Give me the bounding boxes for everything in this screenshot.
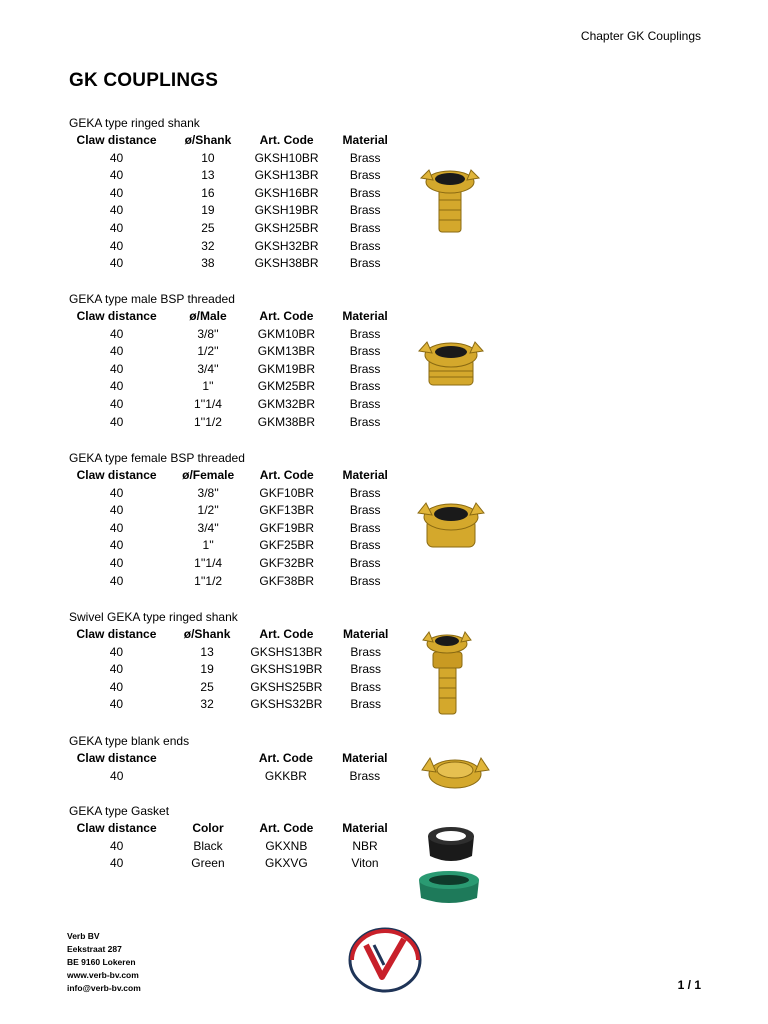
cell: Brass <box>349 238 381 253</box>
product-table <box>69 308 409 431</box>
cell: GKF13BR <box>259 503 315 518</box>
street-address: Eekstraat 287 <box>67 944 122 954</box>
cell: Viton <box>351 856 379 871</box>
table-row <box>69 202 409 220</box>
column-header: Art. Code <box>259 309 314 323</box>
table-row <box>69 838 409 856</box>
cell: GKSH13BR <box>254 168 319 183</box>
cell: GKSH25BR <box>254 220 319 235</box>
cell: 40 <box>109 150 124 165</box>
cell: 40 <box>109 538 124 553</box>
column-header: Claw distance <box>76 133 157 147</box>
cell: GKSHS25BR <box>250 679 323 694</box>
column-header: Art. Code <box>259 821 314 835</box>
cell: 40 <box>109 379 124 394</box>
cell: Brass <box>349 768 381 783</box>
cell: 40 <box>109 414 124 429</box>
table-row <box>69 167 409 185</box>
table-header-row <box>69 308 409 326</box>
cell: GKSHS19BR <box>250 662 323 677</box>
cell: 40 <box>109 361 124 376</box>
email-link[interactable]: info@verb-bv.com <box>67 983 141 993</box>
product-table <box>69 467 409 590</box>
section-swivel-ringed-shank <box>69 608 409 714</box>
cell: 1'' <box>202 379 214 394</box>
cell: 40 <box>109 256 124 271</box>
table-row <box>69 855 409 873</box>
cell: 1/2'' <box>197 344 219 359</box>
cell: 40 <box>109 679 124 694</box>
cell: 40 <box>109 644 124 659</box>
table-row <box>69 502 409 520</box>
chapter-header: Chapter GK Couplings <box>580 29 701 43</box>
column-header: Material <box>343 627 389 641</box>
table-header-row <box>69 626 409 644</box>
cell: GKM38BR <box>257 414 316 429</box>
cell: 40 <box>109 344 124 359</box>
cell: 40 <box>109 697 124 712</box>
table-header-row <box>69 132 409 150</box>
swivel-geka-coupling-image <box>415 626 480 718</box>
product-table <box>69 132 409 273</box>
cell: 3/8'' <box>197 326 219 341</box>
table-row <box>69 326 409 344</box>
cell: 19 <box>201 203 215 218</box>
cell: Brass <box>349 396 381 411</box>
cell: 10 <box>201 150 215 165</box>
table-row <box>69 255 409 273</box>
cell: Black <box>193 838 223 853</box>
column-header: Art. Code <box>259 468 314 482</box>
cell: GKM32BR <box>257 396 316 411</box>
cell: 40 <box>109 503 124 518</box>
footer-address <box>67 930 141 995</box>
table-row <box>69 378 409 396</box>
gasket-black-image <box>422 822 480 867</box>
cell: 40 <box>109 168 124 183</box>
table-header-row <box>69 820 409 838</box>
section-title: GEKA type female BSP threaded <box>69 451 245 465</box>
gasket-green-image <box>415 866 483 908</box>
cell: 38 <box>201 256 215 271</box>
product-table <box>69 820 409 873</box>
cell: GKKBR <box>264 768 307 783</box>
geka-female-threaded-coupling-image <box>415 495 487 553</box>
cell: GKF10BR <box>259 485 315 500</box>
column-header: Claw distance <box>76 751 157 765</box>
table-row <box>69 555 409 573</box>
section-blank-ends <box>69 732 409 785</box>
cell: GKF38BR <box>259 573 315 588</box>
cell: 25 <box>200 679 214 694</box>
section-male-threaded <box>69 290 409 431</box>
cell: GKSH16BR <box>254 185 319 200</box>
table-row <box>69 238 409 256</box>
column-header: Material <box>342 468 388 482</box>
cell: 40 <box>109 203 124 218</box>
cell: 19 <box>200 662 214 677</box>
column-header: Material <box>342 133 388 147</box>
section-title: GEKA type male BSP threaded <box>69 292 235 306</box>
cell: Brass <box>349 485 381 500</box>
cell: Brass <box>350 644 382 659</box>
cell: 1''1/2 <box>194 573 223 588</box>
cell: 3/4'' <box>197 520 219 535</box>
cell: GKXVG <box>264 856 308 871</box>
cell <box>164 768 251 786</box>
table-row <box>69 343 409 361</box>
table-row <box>69 396 409 414</box>
cell: GKXNB <box>265 838 308 853</box>
cell: GKSHS32BR <box>250 697 323 712</box>
section-gasket <box>69 802 409 873</box>
cell: Brass <box>350 662 382 677</box>
cell: GKSH38BR <box>254 256 319 271</box>
section-title: GEKA type Gasket <box>69 804 170 818</box>
cell: GKM19BR <box>257 361 316 376</box>
cell: Brass <box>349 168 381 183</box>
cell: 13 <box>200 644 214 659</box>
column-header: ø/Male <box>189 309 227 323</box>
page-title: GK COUPLINGS <box>69 70 219 91</box>
table-row <box>69 573 409 591</box>
product-table <box>69 750 409 785</box>
column-header <box>164 750 251 768</box>
cell: Brass <box>349 203 381 218</box>
cell: Brass <box>350 679 382 694</box>
cell: NBR <box>352 838 378 853</box>
cell: Brass <box>349 361 381 376</box>
cell: 40 <box>110 768 124 783</box>
cell: Brass <box>349 379 381 394</box>
cell: 40 <box>109 662 124 677</box>
cell: Brass <box>349 256 381 271</box>
cell: Brass <box>349 414 381 429</box>
cell: 40 <box>109 220 124 235</box>
geka-male-threaded-coupling-image <box>415 335 487 390</box>
table-row <box>69 520 409 538</box>
cell: 40 <box>109 856 124 871</box>
column-header: ø/Shank <box>184 133 232 147</box>
geka-blank-end-image <box>418 748 493 793</box>
table-row <box>69 220 409 238</box>
cell: 32 <box>200 697 214 712</box>
cell: GKF25BR <box>259 538 315 553</box>
cell: 3/8'' <box>197 485 219 500</box>
table-row <box>69 661 409 679</box>
cell: 32 <box>201 238 215 253</box>
column-header: Color <box>192 821 224 835</box>
table-row <box>69 696 409 714</box>
column-header: Art. Code <box>259 627 314 641</box>
cell: 25 <box>201 220 215 235</box>
cell: 40 <box>109 238 124 253</box>
cell: Brass <box>349 220 381 235</box>
cell: 40 <box>109 185 124 200</box>
cell: 40 <box>109 326 124 341</box>
cell: 16 <box>201 185 215 200</box>
column-header: Claw distance <box>76 821 157 835</box>
cell: 40 <box>109 573 124 588</box>
cell: GKF32BR <box>259 555 315 570</box>
verb-logo <box>346 925 424 995</box>
column-header: ø/Female <box>182 468 235 482</box>
table-header-row <box>69 467 409 485</box>
table-row <box>69 361 409 379</box>
cell: Brass <box>349 503 381 518</box>
cell: Brass <box>349 538 381 553</box>
table-row <box>69 150 409 168</box>
company-name: Verb BV <box>67 931 100 941</box>
cell: 13 <box>201 168 215 183</box>
column-header: Art. Code <box>259 133 314 147</box>
column-header: Claw distance <box>76 309 157 323</box>
section-title: GEKA type ringed shank <box>69 116 200 130</box>
cell: GKM13BR <box>257 344 316 359</box>
geka-ringed-shank-coupling-image <box>415 160 485 235</box>
cell: Brass <box>349 573 381 588</box>
table-row <box>69 644 409 662</box>
cell: 1/2'' <box>197 503 219 518</box>
section-title: Swivel GEKA type ringed shank <box>69 610 238 624</box>
page-number: 1 / 1 <box>677 978 701 992</box>
product-table <box>69 626 409 714</box>
cell: Brass <box>349 150 381 165</box>
cell: GKSH19BR <box>254 203 319 218</box>
column-header: ø/Shank <box>183 627 231 641</box>
cell: GKM10BR <box>257 326 316 341</box>
column-header: Claw distance <box>76 627 157 641</box>
cell: GKSH10BR <box>254 150 319 165</box>
table-row <box>69 185 409 203</box>
cell: 3/4'' <box>197 361 219 376</box>
cell: 1''1/4 <box>194 555 223 570</box>
website-link[interactable]: www.verb-bv.com <box>67 970 139 980</box>
cell: 40 <box>109 555 124 570</box>
section-ringed-shank <box>69 114 409 273</box>
cell: GKM25BR <box>257 379 316 394</box>
cell: Brass <box>349 520 381 535</box>
section-title: GEKA type blank ends <box>69 734 190 748</box>
column-header: Art. Code <box>258 751 313 765</box>
cell: GKSH32BR <box>254 238 319 253</box>
table-row <box>69 537 409 555</box>
section-female-threaded <box>69 449 409 590</box>
city-address: BE 9160 Lokeren <box>67 957 136 967</box>
cell: Brass <box>349 344 381 359</box>
table-row <box>69 768 409 786</box>
cell: 40 <box>109 396 124 411</box>
cell: Green <box>191 856 225 871</box>
cell: Brass <box>349 555 381 570</box>
column-header: Material <box>342 821 388 835</box>
cell: Brass <box>349 185 381 200</box>
cell: 1''1/2 <box>194 414 222 429</box>
cell: 1''1/4 <box>194 396 222 411</box>
table-header-row <box>69 750 409 768</box>
cell: GKF19BR <box>259 520 315 535</box>
cell: 1'' <box>202 538 214 553</box>
cell: 40 <box>109 838 124 853</box>
column-header: Material <box>342 751 388 765</box>
cell: Brass <box>350 697 382 712</box>
cell: 40 <box>109 520 124 535</box>
column-header: Claw distance <box>76 468 157 482</box>
table-row <box>69 485 409 503</box>
table-row <box>69 679 409 697</box>
cell: Brass <box>349 326 381 341</box>
cell: GKSHS13BR <box>250 644 323 659</box>
table-row <box>69 414 409 432</box>
cell: 40 <box>109 485 124 500</box>
column-header: Material <box>342 309 388 323</box>
